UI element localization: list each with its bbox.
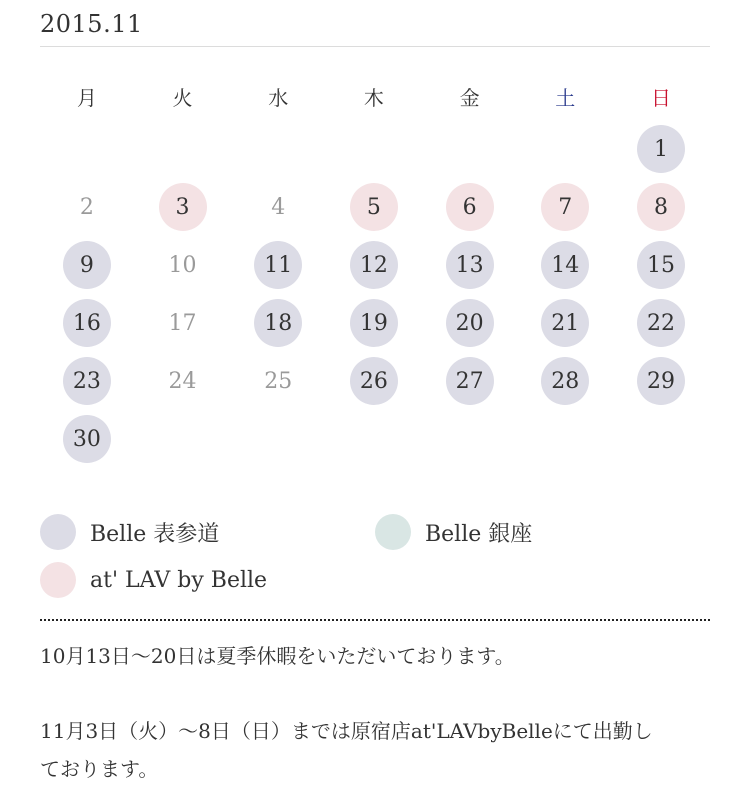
month-title: 2015.11 bbox=[40, 10, 143, 38]
calendar-week-row bbox=[39, 294, 709, 352]
day-14: 14 bbox=[541, 241, 589, 289]
calendar-cell bbox=[326, 183, 422, 231]
day-2: 2 bbox=[79, 194, 94, 220]
weekday-cell bbox=[39, 82, 135, 111]
calendar-cell bbox=[135, 183, 231, 231]
calendar-week-row bbox=[39, 410, 709, 468]
day-29: 29 bbox=[637, 357, 685, 405]
note-harajuku-shift bbox=[40, 712, 710, 788]
calendar-cell bbox=[135, 357, 231, 405]
calendar-cell bbox=[613, 125, 709, 173]
weekday-cell bbox=[230, 82, 326, 111]
calendar-cell bbox=[39, 183, 135, 231]
day-4: 4 bbox=[271, 194, 286, 220]
weekday-header-row bbox=[39, 72, 709, 120]
day-23: 23 bbox=[63, 357, 111, 405]
day-25: 25 bbox=[264, 368, 293, 394]
day-20: 20 bbox=[446, 299, 494, 347]
day-21: 21 bbox=[541, 299, 589, 347]
day-3: 3 bbox=[159, 183, 207, 231]
calendar-cell bbox=[613, 357, 709, 405]
day-17: 17 bbox=[168, 310, 197, 336]
calendar-week-row bbox=[39, 120, 709, 178]
weekday-wed: 水 bbox=[268, 85, 289, 110]
legend-label-omotesando: Belle 表参道 bbox=[90, 521, 220, 547]
day-13: 13 bbox=[446, 241, 494, 289]
calendar-cell bbox=[135, 241, 231, 289]
day-7: 7 bbox=[541, 183, 589, 231]
weekday-sat: 土 bbox=[555, 85, 576, 110]
weekday-cell bbox=[422, 82, 518, 111]
day-19: 19 bbox=[350, 299, 398, 347]
weekday-sun: 日 bbox=[650, 85, 671, 110]
weekday-fri: 金 bbox=[459, 85, 480, 110]
legend-dot-omotesando bbox=[40, 514, 76, 550]
legend-dot-ginza bbox=[375, 514, 411, 550]
title-divider bbox=[40, 46, 710, 47]
weekday-cell bbox=[135, 82, 231, 111]
legend-item-lav bbox=[40, 562, 267, 598]
day-9: 9 bbox=[63, 241, 111, 289]
day-26: 26 bbox=[350, 357, 398, 405]
note-summer-vacation: 10月13日〜20日は夏季休暇をいただいております。 bbox=[40, 644, 515, 668]
day-8: 8 bbox=[637, 183, 685, 231]
calendar-cell bbox=[422, 357, 518, 405]
weekday-tue: 火 bbox=[172, 85, 193, 110]
calendar-cell bbox=[422, 183, 518, 231]
calendar-cell bbox=[39, 415, 135, 463]
calendar-cell bbox=[613, 241, 709, 289]
calendar-cell bbox=[422, 299, 518, 347]
calendar-week-row bbox=[39, 236, 709, 294]
calendar-cell bbox=[422, 241, 518, 289]
dotted-divider bbox=[40, 619, 710, 621]
calendar-cell bbox=[230, 299, 326, 347]
weekday-thu: 木 bbox=[363, 85, 384, 110]
calendar-cell bbox=[517, 357, 613, 405]
legend-label-ginza: Belle 銀座 bbox=[425, 521, 533, 547]
calendar-cell bbox=[135, 299, 231, 347]
calendar-cell bbox=[230, 357, 326, 405]
weekday-cell bbox=[326, 82, 422, 111]
weekday-mon: 月 bbox=[76, 85, 97, 110]
calendar-cell bbox=[326, 241, 422, 289]
calendar-week-row bbox=[39, 178, 709, 236]
note-harajuku-line1: 11月3日（火）〜8日（日）までは原宿店at'LAVbyBelleにて出勤し bbox=[40, 719, 653, 743]
day-24: 24 bbox=[168, 368, 197, 394]
day-18: 18 bbox=[254, 299, 302, 347]
calendar-cell bbox=[230, 183, 326, 231]
calendar bbox=[39, 72, 709, 468]
calendar-cell bbox=[230, 241, 326, 289]
legend-dot-lav bbox=[40, 562, 76, 598]
legend-item-ginza bbox=[375, 514, 532, 550]
legend-label-lav: at' LAV by Belle bbox=[90, 567, 268, 593]
day-10: 10 bbox=[168, 252, 197, 278]
day-28: 28 bbox=[541, 357, 589, 405]
calendar-cell bbox=[517, 299, 613, 347]
day-6: 6 bbox=[446, 183, 494, 231]
calendar-cell bbox=[517, 241, 613, 289]
day-30: 30 bbox=[63, 415, 111, 463]
day-12: 12 bbox=[350, 241, 398, 289]
weekday-cell bbox=[517, 82, 613, 111]
day-5: 5 bbox=[350, 183, 398, 231]
calendar-cell bbox=[613, 299, 709, 347]
day-11: 11 bbox=[254, 241, 302, 289]
calendar-week-row bbox=[39, 352, 709, 410]
day-22: 22 bbox=[637, 299, 685, 347]
day-15: 15 bbox=[637, 241, 685, 289]
calendar-cell bbox=[39, 241, 135, 289]
calendar-cell bbox=[39, 299, 135, 347]
calendar-cell bbox=[326, 299, 422, 347]
calendar-cell bbox=[613, 183, 709, 231]
calendar-weeks bbox=[39, 120, 709, 468]
day-1: 1 bbox=[637, 125, 685, 173]
weekday-cell bbox=[613, 82, 709, 111]
day-16: 16 bbox=[63, 299, 111, 347]
calendar-cell bbox=[39, 357, 135, 405]
legend-item-omotesando bbox=[40, 514, 219, 550]
calendar-cell bbox=[517, 183, 613, 231]
note-harajuku-line2: ております。 bbox=[40, 757, 159, 781]
calendar-cell bbox=[326, 357, 422, 405]
day-27: 27 bbox=[446, 357, 494, 405]
